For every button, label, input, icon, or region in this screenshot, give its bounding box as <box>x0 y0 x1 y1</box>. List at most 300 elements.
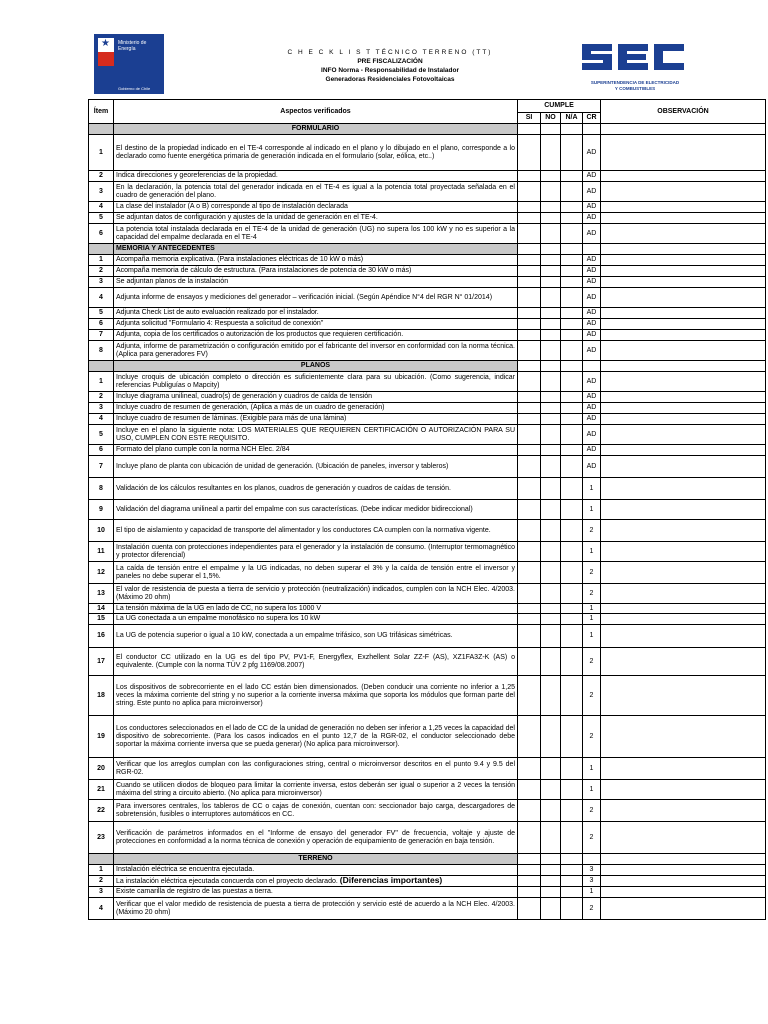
check-si-cell[interactable] <box>518 716 541 758</box>
section-check-cell[interactable] <box>518 361 541 372</box>
check-na-cell[interactable] <box>561 456 583 478</box>
check-si-cell[interactable] <box>518 255 541 266</box>
observation-cell[interactable] <box>601 887 766 898</box>
check-si-cell[interactable] <box>518 182 541 202</box>
check-na-cell[interactable] <box>561 213 583 224</box>
table-row <box>89 676 766 716</box>
observation-cell[interactable] <box>601 676 766 716</box>
item-number: 2 <box>89 876 114 887</box>
check-no-cell[interactable] <box>541 255 561 266</box>
observation-cell[interactable] <box>601 224 766 244</box>
check-si-cell[interactable] <box>518 604 541 614</box>
item-number: 5 <box>89 213 114 224</box>
table-row <box>89 445 766 456</box>
check-no-cell[interactable] <box>541 822 561 854</box>
check-no-cell[interactable] <box>541 445 561 456</box>
table-row <box>89 716 766 758</box>
aspect-text: La UG de potencia superior o igual a 10 kW, conectada a un empalme trifásico, son UG trifásicas simétricas. <box>116 632 453 639</box>
check-no-cell[interactable] <box>541 425 561 445</box>
observation-cell[interactable] <box>601 780 766 800</box>
observation-cell[interactable] <box>601 625 766 648</box>
observation-cell[interactable] <box>601 865 766 876</box>
document-title <box>270 48 510 84</box>
check-si-cell[interactable] <box>518 456 541 478</box>
criticality-value: AD <box>583 372 601 392</box>
check-no-cell[interactable] <box>541 604 561 614</box>
check-si-cell[interactable] <box>518 425 541 445</box>
observation-cell[interactable] <box>601 330 766 341</box>
check-si-cell[interactable] <box>518 478 541 500</box>
check-si-cell[interactable] <box>518 887 541 898</box>
observation-cell[interactable] <box>601 308 766 319</box>
item-number: 2 <box>89 392 114 403</box>
check-no-cell[interactable] <box>541 542 561 562</box>
item-number: 14 <box>89 604 114 614</box>
aspect-text-cell <box>114 319 518 330</box>
check-na-cell[interactable] <box>561 478 583 500</box>
observation-cell[interactable] <box>601 456 766 478</box>
check-no-cell[interactable] <box>541 562 561 584</box>
criticality-value: 2 <box>583 648 601 676</box>
aspect-text-cell <box>114 213 518 224</box>
criticality-value: AD <box>583 171 601 182</box>
aspect-text-cell <box>114 758 518 780</box>
check-no-cell[interactable] <box>541 800 561 822</box>
check-na-cell[interactable] <box>561 758 583 780</box>
check-no-cell[interactable] <box>541 584 561 604</box>
section-title: FORMULARIO <box>114 124 518 135</box>
aspect-text-cell <box>114 392 518 403</box>
criticality-value: AD <box>583 224 601 244</box>
observation-cell[interactable] <box>601 520 766 542</box>
check-no-cell[interactable] <box>541 392 561 403</box>
check-na-cell[interactable] <box>561 266 583 277</box>
criticality-value: 2 <box>583 822 601 854</box>
title-line-3: INFO Norma - Responsabilidad de Instalador <box>321 67 459 74</box>
document-header <box>0 0 768 98</box>
aspect-text: Existe camarilla de registro de las puestas a tierra. <box>116 888 273 895</box>
check-no-cell[interactable] <box>541 403 561 414</box>
check-si-cell[interactable] <box>518 330 541 341</box>
item-number: 2 <box>89 266 114 277</box>
table-row <box>89 330 766 341</box>
aspect-emphasis: (Diferencias importantes) <box>339 875 443 885</box>
aspect-text: Adjunta, informe de parametrización o configuración emitido por el fabricante del inversor en conformidad con la norma técnica. (Aplica para generadores FV) <box>116 342 515 358</box>
section-check-cell[interactable] <box>518 244 541 255</box>
item-number: 13 <box>89 584 114 604</box>
observation-cell[interactable] <box>601 425 766 445</box>
check-na-cell[interactable] <box>561 865 583 876</box>
observation-cell[interactable] <box>601 319 766 330</box>
item-number: 23 <box>89 822 114 854</box>
aspect-text: Los dispositivos de sobrecorriente en el lado CC están bien dimensionados. (Deben conducir una corriente no inferior a 1,25 veces la máxima corriente del string y no superior a la corriente inversa máxima que soporta los módulos que forman parte del string. Este punto no aplica para microinversor) <box>116 683 515 707</box>
check-no-cell[interactable] <box>541 648 561 676</box>
check-na-cell[interactable] <box>561 414 583 425</box>
aspect-text: Adjunta Check List de auto evaluación realizado por el instalador. <box>116 309 319 316</box>
check-na-cell[interactable] <box>561 625 583 648</box>
criticality-value: AD <box>583 445 601 456</box>
check-na-cell[interactable] <box>561 822 583 854</box>
item-number: 5 <box>89 308 114 319</box>
observation-cell[interactable] <box>601 500 766 520</box>
check-no-cell[interactable] <box>541 288 561 308</box>
check-no-cell[interactable] <box>541 182 561 202</box>
check-na-cell[interactable] <box>561 500 583 520</box>
criticality-value: 1 <box>583 614 601 625</box>
check-no-cell[interactable] <box>541 266 561 277</box>
table-row <box>89 213 766 224</box>
check-no-cell[interactable] <box>541 876 561 887</box>
check-na-cell[interactable] <box>561 392 583 403</box>
check-si-cell[interactable] <box>518 822 541 854</box>
aspect-text: Los conductores seleccionados en el lado de CC de la unidad de generación no deben ser inferior a 1,25 veces la capacidad del dispositivo de sobrecorriente. (Para los casos indicados en el punto 12,7 de la RGR-02, el conductor seleccionado debe soportar la máxima corriente inversa que se pueda generar) (No aplica para microinversor). <box>116 724 515 748</box>
observation-cell[interactable] <box>601 876 766 887</box>
observation-cell[interactable] <box>601 648 766 676</box>
observation-cell[interactable] <box>601 584 766 604</box>
check-no-cell[interactable] <box>541 213 561 224</box>
check-no-cell[interactable] <box>541 520 561 542</box>
observation-cell[interactable] <box>601 414 766 425</box>
check-na-cell[interactable] <box>561 676 583 716</box>
check-si-cell[interactable] <box>518 625 541 648</box>
aspect-text: Cuando se utilicen diodos de bloqueo para limitar la corriente inversa, estos deberán ser igual o superior a 2 veces la tensión máxima del string a circuito abierto. (No aplica para microinversor) <box>116 781 515 797</box>
check-na-cell[interactable] <box>561 319 583 330</box>
check-si-cell[interactable] <box>518 780 541 800</box>
check-na-cell[interactable] <box>561 171 583 182</box>
section-observation-cell[interactable] <box>601 124 766 135</box>
aspect-text-cell <box>114 614 518 625</box>
check-no-cell[interactable] <box>541 625 561 648</box>
check-na-cell[interactable] <box>561 887 583 898</box>
observation-cell[interactable] <box>601 542 766 562</box>
check-na-cell[interactable] <box>561 648 583 676</box>
check-si-cell[interactable] <box>518 319 541 330</box>
aspect-text-cell <box>114 288 518 308</box>
section-check-cell[interactable] <box>583 854 601 865</box>
check-na-cell[interactable] <box>561 445 583 456</box>
aspect-text: La clase del instalador (A o B) corresponde al tipo de instalación declarada <box>116 203 348 210</box>
observation-cell[interactable] <box>601 213 766 224</box>
aspect-text-cell <box>114 182 518 202</box>
item-number: 4 <box>89 898 114 920</box>
check-na-cell[interactable] <box>561 135 583 171</box>
check-si-cell[interactable] <box>518 308 541 319</box>
criticality-value: 1 <box>583 500 601 520</box>
check-si-cell[interactable] <box>518 202 541 213</box>
check-no-cell[interactable] <box>541 135 561 171</box>
section-check-cell[interactable] <box>561 361 583 372</box>
check-si-cell[interactable] <box>518 445 541 456</box>
check-si-cell[interactable] <box>518 898 541 920</box>
check-no-cell[interactable] <box>541 887 561 898</box>
section-check-cell[interactable] <box>541 244 561 255</box>
observation-cell[interactable] <box>601 171 766 182</box>
observation-cell[interactable] <box>601 288 766 308</box>
aspect-text-cell <box>114 308 518 319</box>
check-si-cell[interactable] <box>518 584 541 604</box>
col-header-item: Ítem <box>89 100 114 124</box>
check-na-cell[interactable] <box>561 562 583 584</box>
check-na-cell[interactable] <box>561 403 583 414</box>
table-row <box>89 604 766 614</box>
section-check-cell[interactable] <box>518 124 541 135</box>
section-check-cell[interactable] <box>541 361 561 372</box>
observation-cell[interactable] <box>601 898 766 920</box>
section-check-cell[interactable] <box>541 124 561 135</box>
check-si-cell[interactable] <box>518 800 541 822</box>
item-number: 21 <box>89 780 114 800</box>
check-no-cell[interactable] <box>541 341 561 361</box>
observation-cell[interactable] <box>601 392 766 403</box>
item-number: 19 <box>89 716 114 758</box>
check-si-cell[interactable] <box>518 266 541 277</box>
observation-cell[interactable] <box>601 255 766 266</box>
aspect-text: La caída de tensión entre el empalme y la UG indicadas, no deben superar el 3% y la caída de tensión entre el inversor y paneles no debe superar el 1,5%. <box>116 564 515 580</box>
check-si-cell[interactable] <box>518 171 541 182</box>
criticality-value: 2 <box>583 716 601 758</box>
item-number: 18 <box>89 676 114 716</box>
check-si-cell[interactable] <box>518 392 541 403</box>
check-no-cell[interactable] <box>541 780 561 800</box>
aspect-text: Instalación eléctrica se encuentra ejecutada. <box>116 866 255 873</box>
aspect-text-cell <box>114 135 518 171</box>
section-check-cell[interactable] <box>583 124 601 135</box>
check-na-cell[interactable] <box>561 341 583 361</box>
criticality-value: AD <box>583 425 601 445</box>
observation-cell[interactable] <box>601 277 766 288</box>
item-number: 1 <box>89 255 114 266</box>
aspect-text-cell <box>114 414 518 425</box>
observation-cell[interactable] <box>601 403 766 414</box>
section-check-cell[interactable] <box>583 361 601 372</box>
check-na-cell[interactable] <box>561 330 583 341</box>
ministry-name-line1: Ministerio de <box>118 40 147 46</box>
criticality-value: AD <box>583 135 601 171</box>
check-na-cell[interactable] <box>561 372 583 392</box>
check-na-cell[interactable] <box>561 780 583 800</box>
section-title: MEMORIA Y ANTECEDENTES <box>114 244 518 255</box>
check-si-cell[interactable] <box>518 224 541 244</box>
criticality-value: 1 <box>583 758 601 780</box>
observation-cell[interactable] <box>601 716 766 758</box>
observation-cell[interactable] <box>601 604 766 614</box>
check-si-cell[interactable] <box>518 865 541 876</box>
table-row <box>89 625 766 648</box>
section-check-cell[interactable] <box>561 124 583 135</box>
check-na-cell[interactable] <box>561 288 583 308</box>
observation-cell[interactable] <box>601 478 766 500</box>
check-na-cell[interactable] <box>561 542 583 562</box>
criticality-value: 3 <box>583 865 601 876</box>
aspect-text: Incluye cuadro de resumen de láminas. (Exigible para más de una lámina) <box>116 415 347 422</box>
check-no-cell[interactable] <box>541 224 561 244</box>
aspect-text: Acompaña memoria explicativa. (Para instalaciones eléctricas de 10 kW o más) <box>116 256 364 263</box>
check-no-cell[interactable] <box>541 478 561 500</box>
check-no-cell[interactable] <box>541 308 561 319</box>
criticality-value: AD <box>583 255 601 266</box>
observation-cell[interactable] <box>601 614 766 625</box>
aspect-text: El conductor CC utilizado en la UG es del tipo PV, PV1-F, Energyflex, Exzhellent Solar ZZ-F (AS), XZ1FA3Z-K (AS) o equivalente. (Cumple con la norma TÜV 2 pfg 1169/08.2007) <box>116 653 515 669</box>
aspect-text-cell <box>114 876 518 887</box>
table-row <box>89 372 766 392</box>
item-number: 22 <box>89 800 114 822</box>
table-row <box>89 822 766 854</box>
section-check-cell[interactable] <box>583 244 601 255</box>
check-na-cell[interactable] <box>561 182 583 202</box>
table-row <box>89 500 766 520</box>
check-no-cell[interactable] <box>541 330 561 341</box>
observation-cell[interactable] <box>601 135 766 171</box>
check-si-cell[interactable] <box>518 520 541 542</box>
observation-cell[interactable] <box>601 758 766 780</box>
check-no-cell[interactable] <box>541 716 561 758</box>
section-header-row <box>89 854 766 865</box>
check-si-cell[interactable] <box>518 288 541 308</box>
check-si-cell[interactable] <box>518 676 541 716</box>
checklist-table <box>88 99 766 920</box>
aspect-text-cell <box>114 456 518 478</box>
table-row <box>89 584 766 604</box>
check-si-cell[interactable] <box>518 614 541 625</box>
check-si-cell[interactable] <box>518 562 541 584</box>
check-no-cell[interactable] <box>541 865 561 876</box>
criticality-value: 1 <box>583 604 601 614</box>
aspect-text: Se adjuntan planos de la instalación <box>116 278 229 285</box>
section-observation-cell[interactable] <box>601 244 766 255</box>
aspect-text: El valor de resistencia de puesta a tierra de servicio y protección (neutralización) indicados, cumplen con la NCH Elec. 4/2003. (Máximo 20 ohm) <box>116 585 515 601</box>
aspect-text-cell <box>114 500 518 520</box>
title-line-1: C H E C K L I S T TÉCNICO TERRENO (TT) <box>287 49 493 56</box>
observation-cell[interactable] <box>601 182 766 202</box>
observation-cell[interactable] <box>601 445 766 456</box>
table-row <box>89 542 766 562</box>
section-observation-cell[interactable] <box>601 361 766 372</box>
check-na-cell[interactable] <box>561 224 583 244</box>
check-si-cell[interactable] <box>518 648 541 676</box>
check-na-cell[interactable] <box>561 898 583 920</box>
aspect-text: Se adjuntan datos de configuración y ajustes de la unidad de generación en el TE-4. <box>116 214 378 221</box>
table-row <box>89 277 766 288</box>
check-no-cell[interactable] <box>541 456 561 478</box>
check-na-cell[interactable] <box>561 584 583 604</box>
check-no-cell[interactable] <box>541 202 561 213</box>
check-si-cell[interactable] <box>518 135 541 171</box>
section-check-cell[interactable] <box>541 854 561 865</box>
table-row <box>89 425 766 445</box>
section-check-cell[interactable] <box>561 854 583 865</box>
check-si-cell[interactable] <box>518 414 541 425</box>
check-si-cell[interactable] <box>518 500 541 520</box>
check-na-cell[interactable] <box>561 614 583 625</box>
check-na-cell[interactable] <box>561 604 583 614</box>
criticality-value: AD <box>583 182 601 202</box>
criticality-value: AD <box>583 319 601 330</box>
check-no-cell[interactable] <box>541 758 561 780</box>
section-check-cell[interactable] <box>561 244 583 255</box>
check-no-cell[interactable] <box>541 676 561 716</box>
check-si-cell[interactable] <box>518 277 541 288</box>
star-icon: ★ <box>101 38 110 49</box>
sec-subtitle-line1: SUPERINTENDENCIA DE ELECTRICIDAD <box>590 80 680 85</box>
section-title: TERRENO <box>114 854 518 865</box>
observation-cell[interactable] <box>601 800 766 822</box>
aspect-text-cell <box>114 255 518 266</box>
criticality-value: AD <box>583 266 601 277</box>
observation-cell[interactable] <box>601 202 766 213</box>
check-na-cell[interactable] <box>561 308 583 319</box>
check-no-cell[interactable] <box>541 372 561 392</box>
check-na-cell[interactable] <box>561 255 583 266</box>
aspect-text: Acompaña memoria de cálculo de estructura. (Para instalaciones de potencia de 30 kW o más) <box>116 267 412 274</box>
item-number: 10 <box>89 520 114 542</box>
criticality-value: 2 <box>583 562 601 584</box>
check-si-cell[interactable] <box>518 403 541 414</box>
check-si-cell[interactable] <box>518 372 541 392</box>
aspect-text: Incluye croquis de ubicación completo o dirección es suficientemente clara para su ubicación. (Como sugerencia, indicar referencias Publiguías o Mapcity) <box>116 373 515 389</box>
item-number: 2 <box>89 171 114 182</box>
check-na-cell[interactable] <box>561 800 583 822</box>
observation-cell[interactable] <box>601 372 766 392</box>
check-na-cell[interactable] <box>561 520 583 542</box>
aspect-text-cell <box>114 341 518 361</box>
criticality-value: AD <box>583 403 601 414</box>
criticality-value: AD <box>583 213 601 224</box>
check-no-cell[interactable] <box>541 500 561 520</box>
table-row <box>89 255 766 266</box>
check-no-cell[interactable] <box>541 171 561 182</box>
check-na-cell[interactable] <box>561 876 583 887</box>
table-row <box>89 266 766 277</box>
check-no-cell[interactable] <box>541 898 561 920</box>
check-si-cell[interactable] <box>518 341 541 361</box>
check-na-cell[interactable] <box>561 202 583 213</box>
aspect-text: Validación de los cálculos resultantes en los planos, cuadros de generación y cuadros de caídas de tensión. <box>116 484 451 492</box>
check-no-cell[interactable] <box>541 414 561 425</box>
check-si-cell[interactable] <box>518 213 541 224</box>
aspect-text-cell <box>114 202 518 213</box>
section-observation-cell[interactable] <box>601 854 766 865</box>
table-row <box>89 758 766 780</box>
check-si-cell[interactable] <box>518 758 541 780</box>
aspect-text-cell <box>114 887 518 898</box>
check-na-cell[interactable] <box>561 277 583 288</box>
check-na-cell[interactable] <box>561 716 583 758</box>
check-si-cell[interactable] <box>518 876 541 887</box>
aspect-text: Formato del plano cumple con la norma NCH Elec. 2/84 <box>116 446 290 453</box>
check-no-cell[interactable] <box>541 319 561 330</box>
section-check-cell[interactable] <box>518 854 541 865</box>
item-number: 5 <box>89 425 114 445</box>
table-row <box>89 224 766 244</box>
check-no-cell[interactable] <box>541 614 561 625</box>
check-na-cell[interactable] <box>561 425 583 445</box>
check-si-cell[interactable] <box>518 542 541 562</box>
checklist-body <box>89 124 766 920</box>
check-no-cell[interactable] <box>541 277 561 288</box>
aspect-text: Incluye diagrama unilineal, cuadro(s) de generación y cuadros de caída de tensión <box>116 393 373 400</box>
title-line-2: PRE FISCALIZACIÓN <box>357 58 423 65</box>
criticality-value: AD <box>583 392 601 403</box>
sec-logo-text: SEC <box>578 36 581 37</box>
table-row <box>89 171 766 182</box>
observation-cell[interactable] <box>601 822 766 854</box>
aspect-text: Adjunta, copia de los certificados o autorización de los productos que requieren certificación. <box>116 331 404 338</box>
ministry-name-line2: Energía <box>118 46 136 52</box>
observation-cell[interactable] <box>601 341 766 361</box>
observation-cell[interactable] <box>601 266 766 277</box>
table-row <box>89 456 766 478</box>
observation-cell[interactable] <box>601 562 766 584</box>
